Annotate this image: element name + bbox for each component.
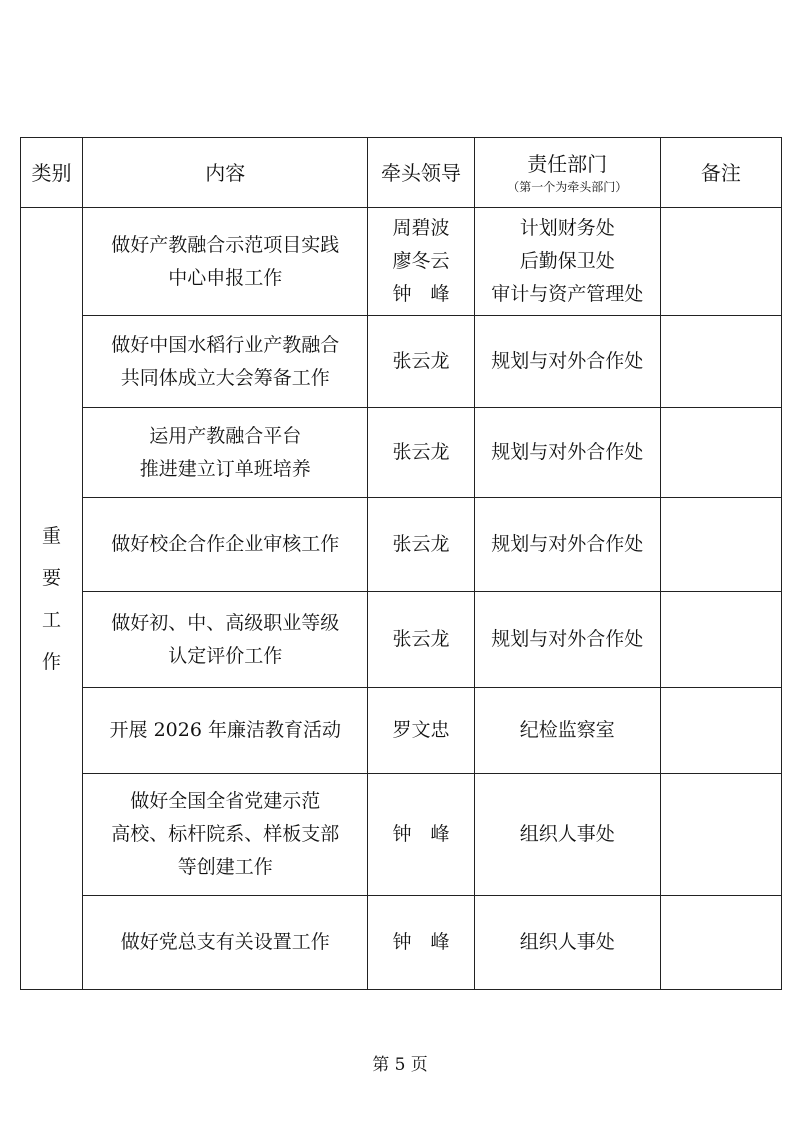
content-cell-line: 做好校企合作企业审核工作: [111, 533, 340, 555]
content-cell-line: 做好中国水稻行业产教融合: [111, 333, 340, 356]
department-cell-line: 后勤保卫处: [519, 250, 615, 272]
remarks-cell: [660, 316, 781, 408]
header-content: 内容: [83, 138, 368, 208]
department-cell-line: 组织人事处: [519, 823, 615, 845]
content-cell: [83, 316, 368, 408]
content-cell-line: 高校、标杆院系、样板支部: [111, 823, 340, 845]
leader-cell: [368, 408, 474, 498]
department-cell: [474, 896, 660, 990]
department-cell-line: 规划与对外合作处: [491, 350, 644, 372]
department-cell-line: 组织人事处: [519, 931, 615, 953]
table-row: [21, 208, 782, 316]
department-cell: [474, 498, 660, 592]
category-char: 要: [42, 566, 62, 589]
leader-cell-line: 钟 峰: [392, 283, 450, 305]
leader-cell: [368, 774, 474, 896]
leader-cell-line: 张云龙: [392, 350, 450, 372]
header-department: [474, 138, 660, 208]
table-row: [21, 688, 782, 774]
department-cell: [474, 688, 660, 774]
leader-cell-line: 钟 峰: [392, 823, 450, 845]
content-cell: [83, 896, 368, 990]
table-row: [21, 592, 782, 688]
leader-cell-line: 周碧波: [392, 217, 450, 239]
content-cell: [83, 208, 368, 316]
header-department-label: 责任部门: [527, 151, 608, 176]
content-cell: [83, 774, 368, 896]
leader-cell-line: 罗文忠: [392, 719, 450, 741]
department-cell-line: 规划与对外合作处: [491, 533, 644, 555]
remarks-cell: [660, 208, 781, 316]
content-cell: [83, 498, 368, 592]
category-char: 作: [42, 650, 62, 673]
department-cell-line: 规划与对外合作处: [491, 628, 644, 650]
department-cell: [474, 592, 660, 688]
content-cell: [83, 688, 368, 774]
category-cell: [21, 208, 83, 990]
leader-cell-line: 廖冬云: [392, 250, 450, 272]
remarks-cell: [660, 498, 781, 592]
content-cell-line: 认定评价工作: [168, 644, 283, 667]
leader-cell-line: 张云龙: [392, 628, 450, 650]
content-cell-line: 做好全国全省党建示范: [130, 790, 321, 812]
header-department-note: （第一个为牵头部门）: [507, 179, 628, 194]
leader-cell-line: 张云龙: [392, 533, 450, 555]
department-cell: [474, 208, 660, 316]
content-cell-line: 中心申报工作: [168, 266, 283, 289]
content-cell-line: 做好初、中、高级职业等级: [111, 611, 340, 634]
department-cell: [474, 408, 660, 498]
remarks-cell: [660, 896, 781, 990]
department-cell: [474, 316, 660, 408]
remarks-cell: [660, 592, 781, 688]
leader-cell: [368, 896, 474, 990]
content-cell-line: 做好党总支有关设置工作: [120, 931, 330, 953]
table-row: [21, 774, 782, 896]
leader-cell: [368, 592, 474, 688]
table-row: [21, 498, 782, 592]
category-char: 工: [42, 608, 62, 631]
department-cell-line: 计划财务处: [519, 217, 615, 239]
content-cell-line: 共同体成立大会筹备工作: [120, 366, 330, 389]
remarks-cell: [660, 688, 781, 774]
remarks-cell: [660, 774, 781, 896]
department-cell-line: 规划与对外合作处: [491, 441, 644, 463]
table-row: [21, 316, 782, 408]
content-cell-line: 开展 2026 年廉洁教育活动: [109, 719, 341, 741]
department-cell-line: 审计与资产管理处: [491, 283, 644, 305]
department-cell-line: 纪检监察室: [519, 719, 615, 741]
leader-cell: [368, 208, 474, 316]
header-remarks: 备注: [660, 138, 781, 208]
content-cell-line: 做好产教融合示范项目实践: [111, 233, 340, 256]
table-row: [21, 896, 782, 990]
content-cell: [83, 592, 368, 688]
leader-cell: [368, 498, 474, 592]
leader-cell-line: 钟 峰: [392, 931, 450, 953]
content-cell-line: 推进建立订单班培养: [139, 457, 311, 480]
table-body: [21, 208, 782, 990]
table-header-row: [21, 138, 782, 208]
content-cell-line: 运用产教融合平台: [149, 424, 302, 447]
category-char: 重: [42, 524, 62, 547]
content-cell-line: 等创建工作: [177, 856, 273, 878]
page-number: 第 5 页: [372, 1055, 428, 1075]
content-cell: [83, 408, 368, 498]
header-category: 类别: [21, 138, 83, 208]
department-cell: [474, 774, 660, 896]
leader-cell: [368, 316, 474, 408]
work-plan-table: [20, 137, 782, 990]
table-row: [21, 408, 782, 498]
remarks-cell: [660, 408, 781, 498]
leader-cell-line: 张云龙: [392, 441, 450, 463]
header-leader: 牵头领导: [368, 138, 474, 208]
leader-cell: [368, 688, 474, 774]
